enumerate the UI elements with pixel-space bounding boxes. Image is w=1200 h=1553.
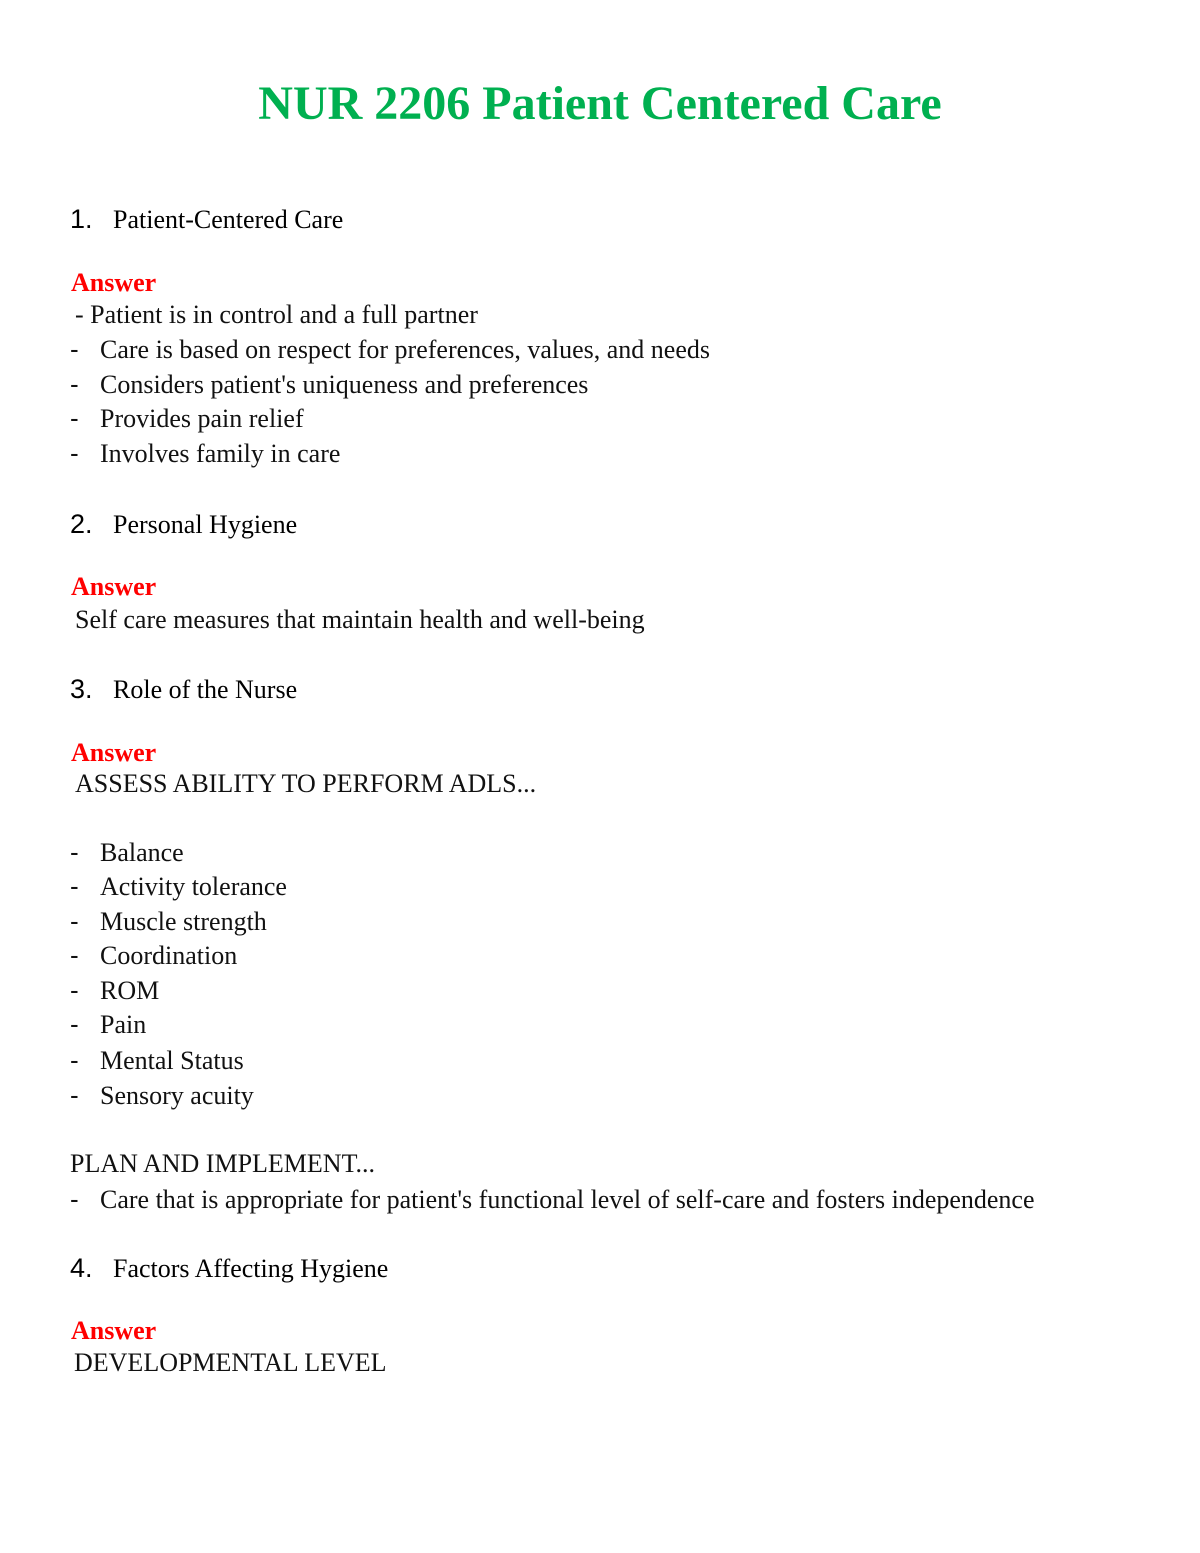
list-item: - Involves family in care (70, 438, 341, 468)
answer-label: Answer (71, 268, 157, 297)
question-number: 4. (70, 1253, 93, 1283)
question-number: 3. (70, 674, 93, 704)
list-item: - Pain (70, 1009, 147, 1039)
question-text: Factors Affecting Hygiene (113, 1254, 389, 1283)
dash-bullet: - (70, 1080, 79, 1110)
page-title: NUR 2206 Patient Centered Care (258, 77, 942, 130)
question-4 (70, 1253, 388, 1284)
answer-label: Answer (71, 1316, 157, 1345)
dash-bullet: - (70, 940, 79, 970)
list-item: - Considers patient's uniqueness and preferences (70, 369, 589, 399)
dash-bullet: - (70, 1009, 79, 1039)
list-item: - Coordination (70, 940, 238, 970)
dash-bullet: - (70, 1184, 79, 1214)
question-number: 1. (70, 204, 93, 234)
dash-bullet: - (70, 975, 79, 1005)
answer-label: Answer (71, 738, 157, 767)
dash-bullet: - (70, 837, 79, 867)
question-text: Patient-Centered Care (113, 205, 344, 234)
list-item: - Muscle strength (70, 906, 267, 936)
answer-label: Answer (71, 572, 157, 601)
list-item: - Care that is appropriate for patient's functional level of self-care and fosters independence (70, 1184, 1035, 1214)
subheading: PLAN AND IMPLEMENT... (70, 1149, 376, 1178)
list-item: - Sensory acuity (70, 1080, 254, 1110)
question-text: Personal Hygiene (113, 510, 298, 539)
list-item: - ROM (70, 975, 160, 1005)
dash-bullet: - (70, 871, 79, 901)
question-2 (70, 509, 297, 540)
answer-intro: Self care measures that maintain health and well-being (75, 605, 645, 634)
answer-intro: DEVELOPMENTAL LEVEL (74, 1348, 387, 1377)
list-item: - Activity tolerance (70, 871, 287, 901)
dash-bullet: - (70, 906, 79, 936)
question-3 (70, 674, 297, 705)
question-text: Role of the Nurse (113, 675, 298, 704)
question-number: 2. (70, 509, 93, 539)
list-item: - Balance (70, 837, 184, 867)
answer-intro: ASSESS ABILITY TO PERFORM ADLS... (75, 769, 537, 798)
dash-bullet: - (70, 438, 79, 468)
dash-bullet: - (70, 369, 79, 399)
list-item: - Care is based on respect for preferences, values, and needs (70, 334, 711, 364)
question-1 (70, 204, 343, 235)
dash-bullet: - (70, 1045, 79, 1075)
answer-intro: - Patient is in control and a full partner (75, 300, 478, 329)
list-item: - Mental Status (70, 1045, 244, 1075)
list-item: - Provides pain relief (70, 403, 304, 433)
dash-bullet: - (70, 334, 79, 364)
dash-bullet: - (70, 403, 79, 433)
